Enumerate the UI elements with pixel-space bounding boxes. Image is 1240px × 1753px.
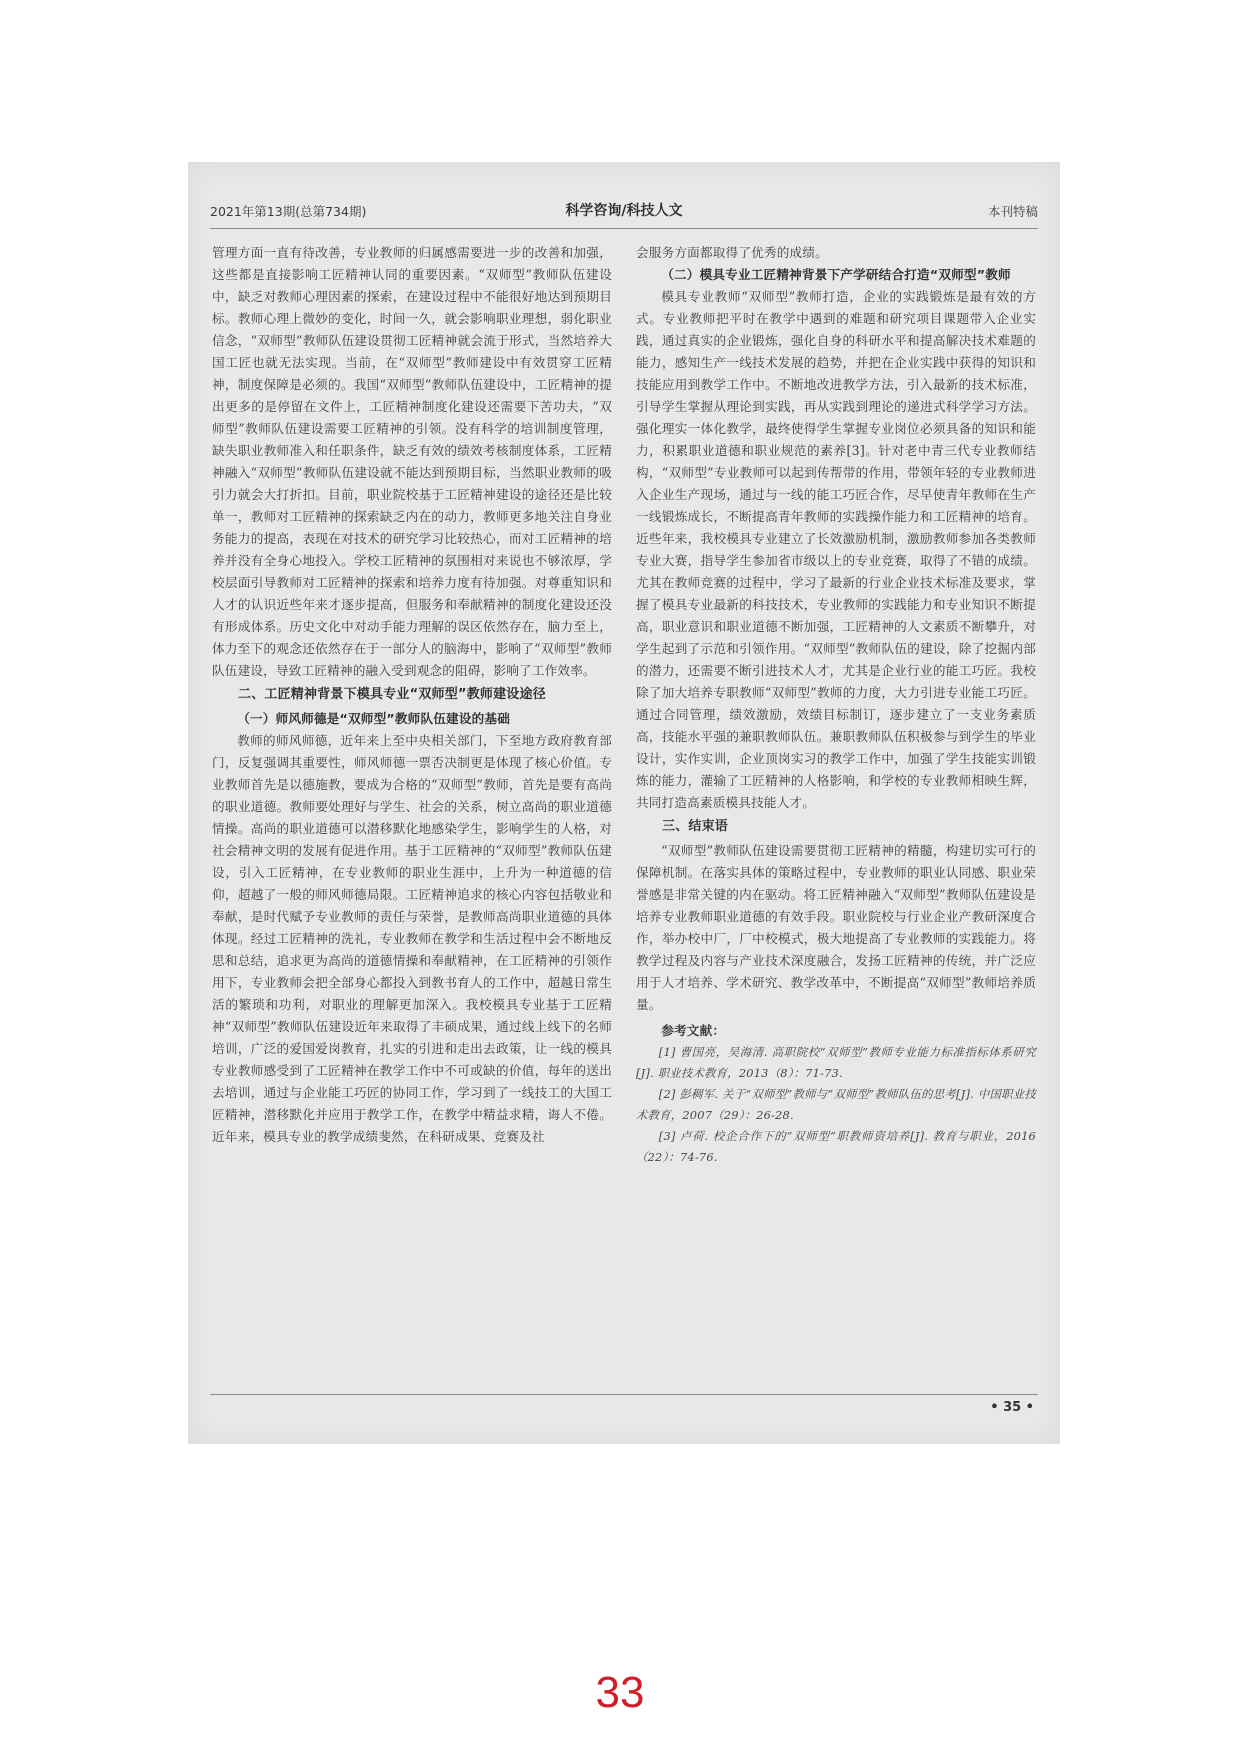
body-paragraph: “双师型”教师队伍建设需要贯彻工匠精神的精髓，构建切实可行的保障机制。在落实具体的策略过程中，专业教师的职业认同感、职业荣誉感是非常关键的内在驱动。将工匠精神融入“双师型”教师队伍建设是培养专业教师职业道德的有效手段。职业院校与行业企业产教研深度合作，举办校中厂，厂中校模式，极大地提高了专业教师的实践能力。将教学过程及内容与产业技术深度融合，发扬工匠精神的传统，并广泛应用于人才培养、学术研究、教学改革中，不断提高“双师型”教师培养质量。 [636, 843, 1036, 1012]
right-column [636, 242, 1036, 1168]
footer-rule [210, 1394, 1038, 1395]
subsection-heading: （一）师风师德是“双师型”教师队伍建设的基础 [237, 711, 511, 726]
page-number: • 35 • [990, 1400, 1034, 1415]
header-rule [210, 228, 1038, 229]
journal-title: 科学咨询/科技人文 [565, 203, 683, 219]
reference-item: [3] 卢荷. 校企合作下的“双师型”职教师资培养[J]. 教育与职业，2016（22）：74-76. [636, 1129, 1036, 1164]
section-label: 本刊特稿 [987, 204, 1038, 219]
references-heading: 参考文献： [661, 1023, 726, 1038]
left-column [212, 242, 612, 1148]
scanned-page [188, 162, 1060, 1444]
sheet-number: 33 [595, 1668, 645, 1717]
reference-item: [2] 彭稠军. 关于“双师型”教师与“双师型”教师队伍的思考[J]. 中国职业技术教育，2007（29）：26-28. [636, 1087, 1036, 1122]
running-header [210, 202, 1038, 224]
body-paragraph: 管理方面一直有待改善，专业教师的归属感需要进一步的改善和加强，这些都是直接影响工匠精神认同的重要因素。“双师型”教师队伍建设中，缺乏对教师心理因素的探索，在建设过程中不能很好地达到预期目标。教师心理上微妙的变化，时间一久，就会影响职业理想，弱化职业信念，“双师型”教师队伍建设贯彻工匠精神就会流于形式，当然培养大国工匠也就无法实现。当前，在“双师型”教师建设中有效贯穿工匠精神，制度保障是必须的。我国“双师型”教师队伍建设中，工匠精神的提出更多的是停留在文件上，工匠精神制度化建设还需要下苦功夫，“双师型”教师队伍建设需要工匠精神的引领。没有科学的培训制度管理，缺失职业教师准入和任职条件，缺乏有效的绩效考核制度体系，工匠精神融入“双师型”教师队伍建设就不能达到预期目标，当然职业教师的吸引力就会大打折扣。目前，职业院校基于工匠精神建设的途径还是比较单一，教师对工匠精神的探索缺乏内在的动力，教师更多地关注自身业务能力的提高，表现在对技术的研究学习比较热心，而对工匠精神的培养并没有全身心地投入。学校工匠精神的氛围相对来说也不够浓厚，学校层面引导教师对工匠精神的探索和培养力度有待加强。对尊重知识和人才的认识近些年来才逐步提高，但服务和奉献精神的制度化建设还没有形成体系。历史文化中对动手能力理解的误区依然存在，脑力至上，体力至下的观念还依然存在于一部分人的脑海中，影响了“双师型”教师队伍建设，导致工匠精神的融入受到观念的阻碍，影响了工作效率。 [212, 245, 612, 678]
section-heading: 三、结束语 [662, 819, 729, 834]
reference-item: [1] 曹国亮，吴海清. 高职院校“双师型”教师专业能力标准指标体系研究[J]. 职业技术教育，2013（8）：71-73. [636, 1045, 1036, 1080]
body-paragraph: 教师的师风师德，近年来上至中央相关部门，下至地方政府教育部门，反复强调其重要性，师风师德一票否决制更是体现了核心价值。专业教师首先是以德施教，要成为合格的“双师型”教师，首先是要有高尚的职业道德。教师要处理好与学生、社会的关系，树立高尚的职业道德情操。高尚的职业道德可以潜移默化地感染学生，影响学生的人格，对社会精神文明的发展有促进作用。基于工匠精神的“双师型”教师队伍建设，引入工匠精神，在专业教师的职业生涯中，上升为一种道德的信仰，超越了一般的师风师德局限。工匠精神追求的核心内容包括敬业和奉献，是时代赋予专业教师的责任与荣誉，是教师高尚职业道德的具体体现。经过工匠精神的洗礼，专业教师在教学和生活过程中会不断地反思和总结，追求更为高尚的道德情操和奉献精神，在工匠精神的引领作用下，专业教师会把全部身心都投入到教书育人的工作中，超越日常生活的繁琐和功利，对职业的理解更加深入。我校模具专业基于工匠精神“双师型”教师队伍建设近年来取得了丰硕成果，通过线上线下的名师培训，广泛的爱国爱岗教育，扎实的引进和走出去政策，让一线的模具专业教师感受到了工匠精神在教学工作中不可或缺的价值，每年的送出去培训，通过与企业能工巧匠的协同工作，学习到了一线技工的大国工匠精神，潜移默化并应用于教学工作，在教学中精益求精，诲人不倦。近年来，模具专业的教学成绩斐然，在科研成果、竞赛及社 [212, 733, 612, 1144]
subsection-heading: （二）模具专业工匠精神背景下产学研结合打造“双师型”教师 [661, 267, 1011, 282]
body-paragraph: 会服务方面都取得了优秀的成绩。 [636, 245, 828, 260]
body-paragraph: 模具专业教师“双师型”教师打造，企业的实践锻炼是最有效的方式。专业教师把平时在教学中遇到的难题和研究项目课题带入企业实践，通过真实的企业锻炼，强化自身的科研水平和提高解决技术难题的能力，感知生产一线技术发展的趋势，并把在企业实践中获得的知识和技能应用到教学工作中。不断地改进教学方法，引入最新的技术标准，引导学生掌握从理论到实践，再从实践到理论的递进式科学学习方法。强化理实一体化教学，最终使得学生掌握专业岗位必须具备的知识和能力，积累职业道德和职业规范的素养[3]。针对老中青三代专业教师结构，“双师型”专业教师可以起到传帮带的作用，带领年轻的专业教师进入企业生产现场，通过与一线的能工巧匠合作，尽早使青年教师在生产一线锻炼成长，不断提高青年教师的实践操作能力和工匠精神的培育。近些年来，我校模具专业建立了长效激励机制，激励教师参加各类教师专业大赛，指导学生参加省市级以上的专业竞赛，取得了不错的成绩。尤其在教师竞赛的过程中，学习了最新的行业企业技术标准及要求，掌握了模具专业最新的科技技术，专业教师的实践能力和专业知识不断提高，职业意识和职业道德不断加强，工匠精神的人文素质不断攀升，对学生起到了示范和引领作用。“双师型”教师队伍的建设，除了挖掘内部的潜力，还需要不断引进技术人才，尤其是企业行业的能工巧匠。我校除了加大培养专职教师“双师型”教师的力度，大力引进专业能工巧匠。通过合同管理，绩效激励，效绩目标制订，逐步建立了一支业务素质高，技能水平强的兼职教师队伍。兼职教师队伍积极参与到学生的毕业设计，实作实训，企业顶岗实习的教学工作中，加强了学生技能实训锻炼的能力，灌输了工匠精神的人格影响，和学校的专业教师相映生辉，共同打造高素质模具技能人才。 [636, 289, 1036, 810]
section-heading: 二、工匠精神背景下模具专业“双师型”教师建设途径 [238, 687, 546, 702]
issue-info: 2021年第13期(总第734期) [210, 204, 367, 219]
